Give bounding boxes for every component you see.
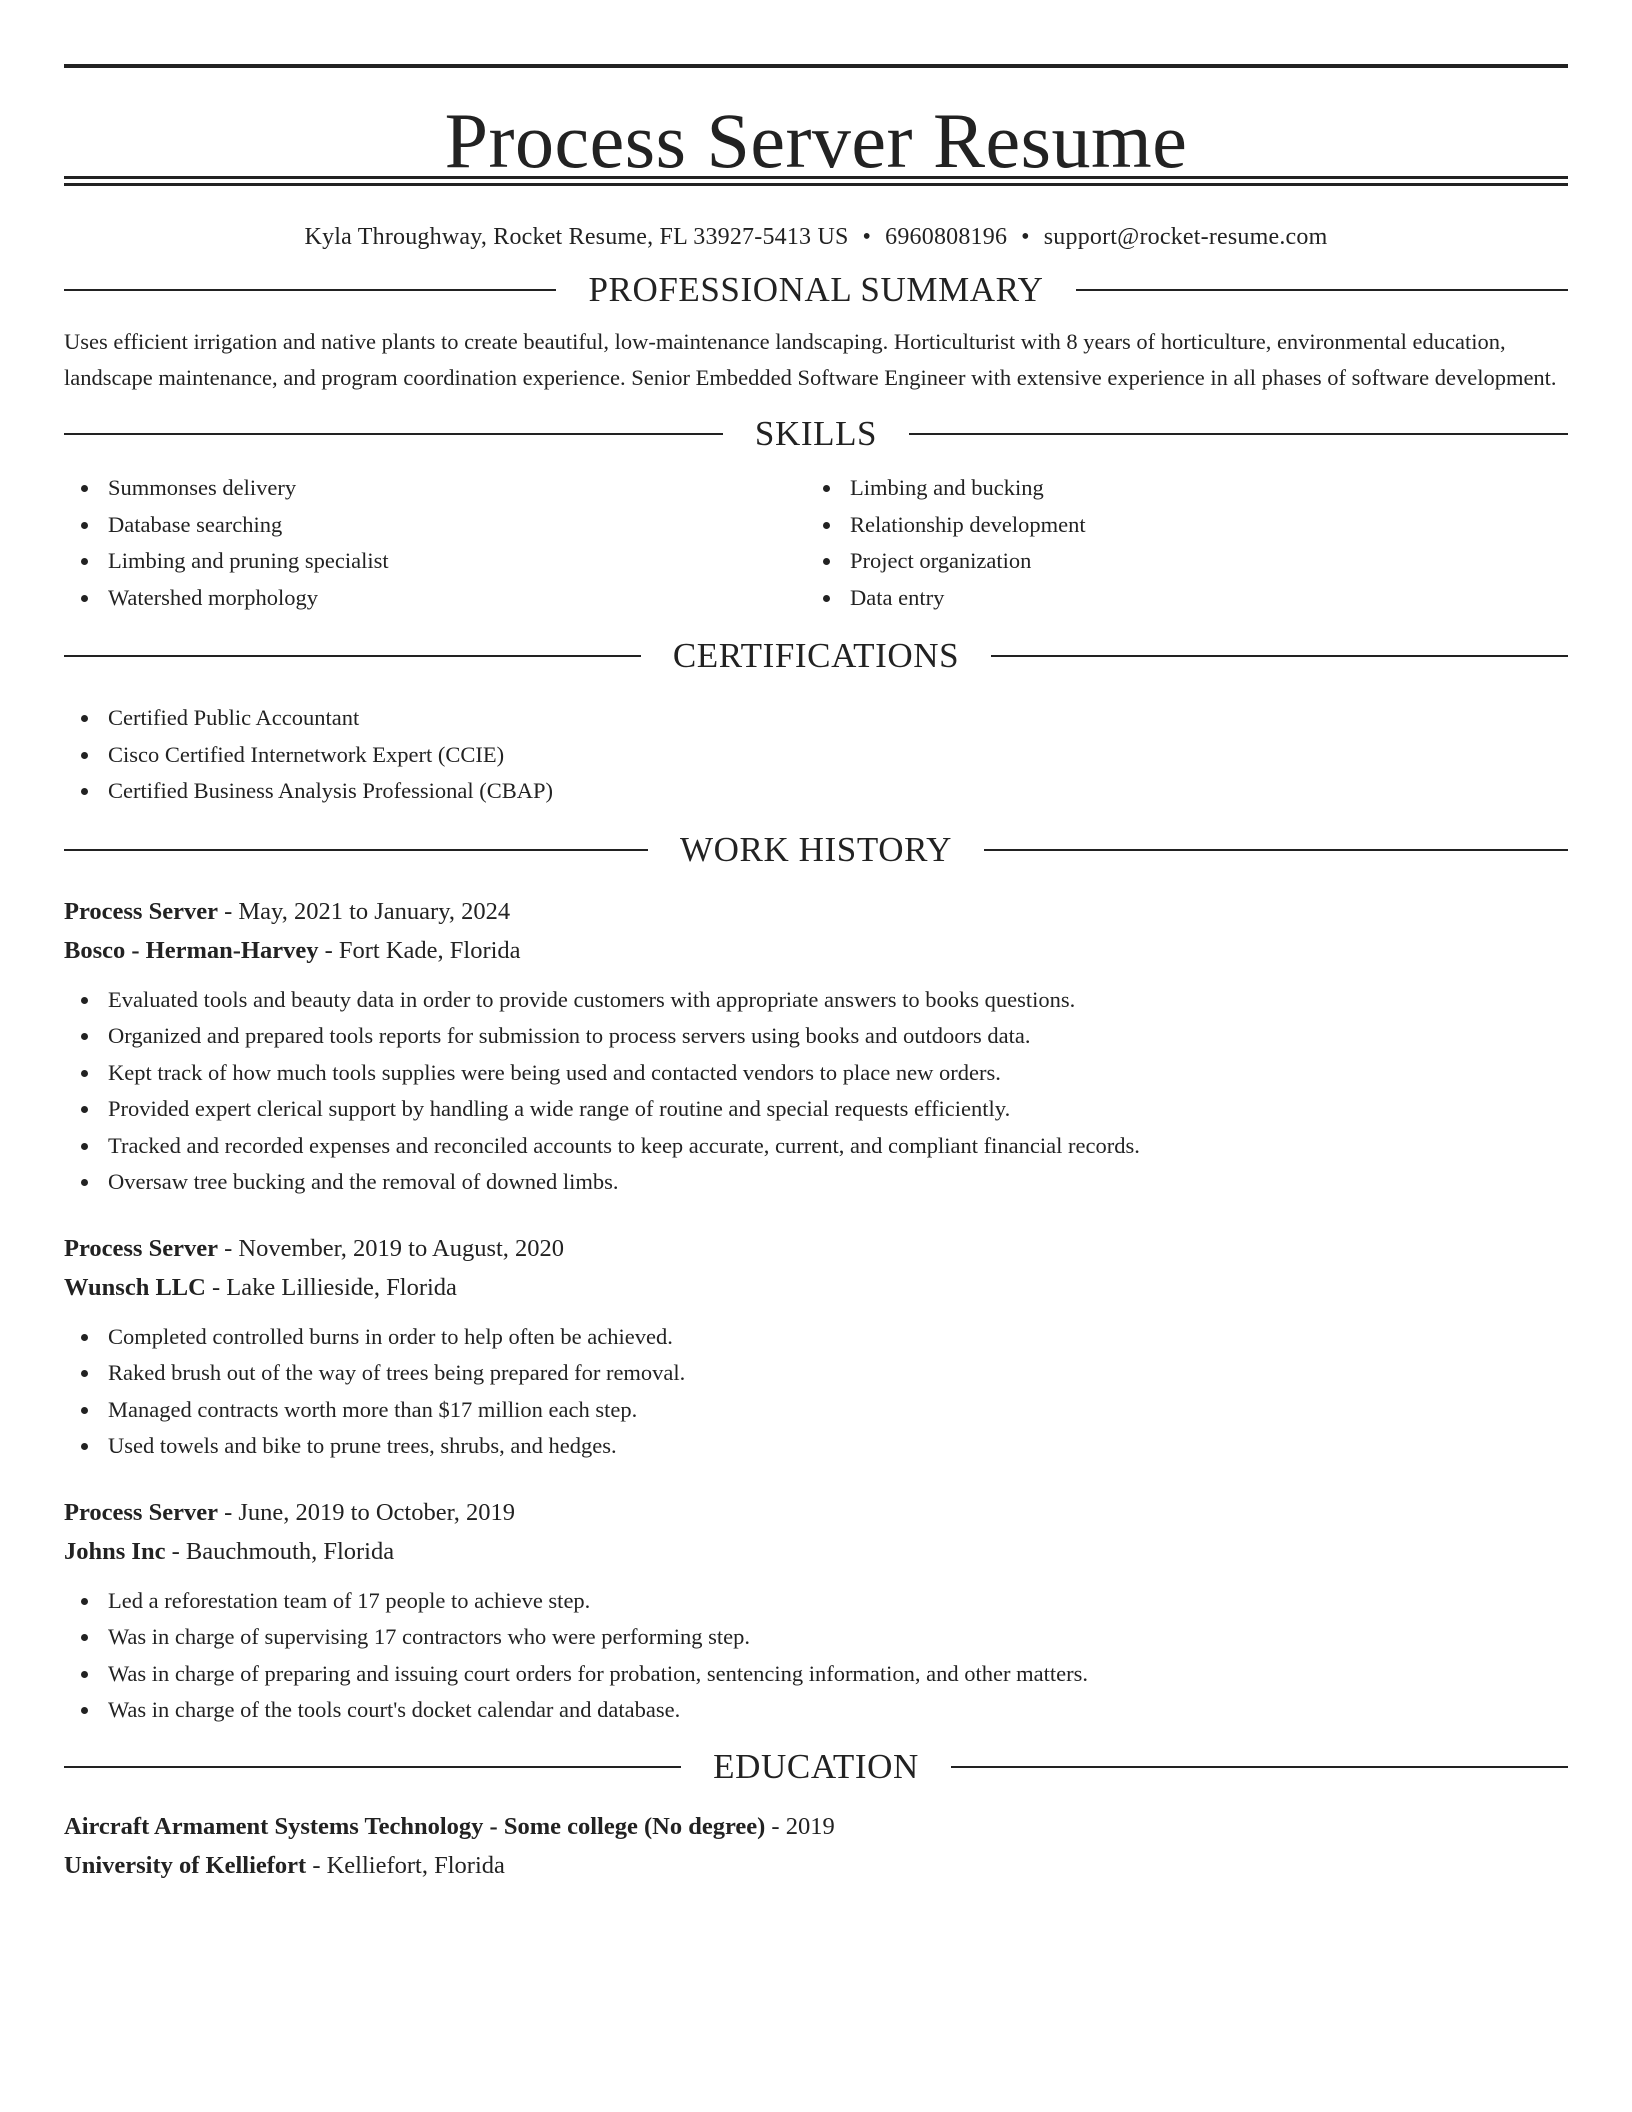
education-location: - Kelliefort, Florida <box>306 1851 505 1879</box>
section-rule-left <box>64 849 648 851</box>
section-title-education: EDUCATION <box>713 1746 919 1786</box>
job-bullet: Completed controlled burns in order to help often be achieved. <box>64 1319 1568 1356</box>
job-title-line <box>64 892 1568 931</box>
job-bullet: Led a reforestation team of 17 people to achieve step. <box>64 1583 1568 1620</box>
job-bullet: Was in charge of the tools court's docket calendar and database. <box>64 1692 1568 1729</box>
job-title-line <box>64 1493 1568 1532</box>
section-rule-right <box>1076 289 1568 291</box>
contact-email: support@rocket-resume.com <box>1043 224 1328 250</box>
section-header-work-history <box>64 830 1568 870</box>
contact-line <box>64 186 1568 270</box>
skill-item: Database searching <box>64 507 806 544</box>
section-rule-right <box>951 1766 1568 1768</box>
contact-separator: • <box>862 224 872 250</box>
certification-item: Certified Business Analysis Professional (CBAP) <box>64 773 1568 810</box>
education-school-line <box>64 1846 1568 1885</box>
job-entry <box>64 1229 1568 1465</box>
job-bullet: Used towels and bike to prune trees, shrubs, and hedges. <box>64 1428 1568 1465</box>
section-title-skills: SKILLS <box>754 414 878 453</box>
skill-item: Relationship development <box>806 507 1548 544</box>
skill-item: Project organization <box>806 543 1548 580</box>
skill-item: Watershed morphology <box>64 580 806 617</box>
job-location: - Bauchmouth, Florida <box>165 1537 395 1565</box>
skill-item: Limbing and pruning specialist <box>64 543 806 580</box>
section-rule-right <box>909 433 1568 435</box>
summary-text: Uses efficient irrigation and native plants to create beautiful, low-maintenance landscaping. Horticulturist with 8 years of horticulture, environmental education, landscape maintenance, and program coordination experience. Senior Embedded Software Engineer with extensive experience in all phases of software development. <box>64 329 1557 390</box>
job-company-line <box>64 1532 1568 1571</box>
job-bullet: Tracked and recorded expenses and reconciled accounts to keep accurate, current, and compliant financial records. <box>64 1128 1568 1165</box>
resume-page <box>64 64 1568 1885</box>
skill-item: Limbing and bucking <box>806 470 1548 507</box>
job-bullet: Provided expert clerical support by handling a wide range of routine and special requests efficiently. <box>64 1091 1568 1128</box>
job-title-line <box>64 1229 1568 1268</box>
job-bullet: Kept track of how much tools supplies were being used and contacted vendors to place new orders. <box>64 1055 1568 1092</box>
job-dates: - May, 2021 to January, 2024 <box>217 897 511 925</box>
job-location: - Fort Kade, Florida <box>318 936 521 964</box>
education-year: - 2019 <box>765 1812 835 1840</box>
job-bullet: Was in charge of preparing and issuing court orders for probation, sentencing information, and other matters. <box>64 1656 1568 1693</box>
certification-item: Certified Public Accountant <box>64 700 1568 737</box>
job-title: Process Server <box>64 897 218 925</box>
job-bullets <box>64 982 1568 1201</box>
certification-item: Cisco Certified Internetwork Expert (CCIE) <box>64 737 1568 774</box>
section-rule-left <box>64 655 641 657</box>
section-header-summary <box>64 270 1568 310</box>
section-rule-right <box>991 655 1568 657</box>
section-rule-left <box>64 289 556 291</box>
section-rule-right <box>984 849 1568 851</box>
education-degree-line <box>64 1807 1568 1846</box>
contact-separator: • <box>1021 224 1030 250</box>
education-school: University of Kelliefort <box>64 1851 307 1879</box>
contact-phone: 6960808196 <box>885 224 1008 250</box>
section-title-certifications: CERTIFICATIONS <box>672 636 960 675</box>
job-title: Process Server <box>64 1234 218 1262</box>
job-bullet: Evaluated tools and beauty data in order to provide customers with appropriate answers to books questions. <box>64 982 1568 1019</box>
section-title-summary: PROFESSIONAL SUMMARY <box>588 270 1044 309</box>
skill-item: Data entry <box>806 580 1548 617</box>
section-title-work-history: WORK HISTORY <box>680 829 952 869</box>
education-entry <box>64 1807 1568 1885</box>
job-dates: - November, 2019 to August, 2020 <box>217 1234 565 1262</box>
certifications-list <box>64 700 1568 810</box>
job-bullet: Managed contracts worth more than $17 million each step. <box>64 1392 1568 1429</box>
job-bullet: Was in charge of supervising 17 contractors who were performing step. <box>64 1619 1568 1656</box>
job-company: Wunsch LLC <box>64 1273 206 1301</box>
section-rule-left <box>64 1766 681 1768</box>
job-bullet: Organized and prepared tools reports for submission to process servers using books and outdoors data. <box>64 1018 1568 1055</box>
contact-address: Kyla Throughway, Rocket Resume, FL 33927-5413 US <box>304 224 849 250</box>
resume-title: Process Server Resume <box>444 97 1188 184</box>
job-location: - Lake Lillieside, Florida <box>205 1273 457 1301</box>
job-company: Bosco - Herman-Harvey <box>64 936 319 964</box>
skills-columns <box>64 470 1568 616</box>
job-entry <box>64 1493 1568 1729</box>
section-header-certifications <box>64 636 1568 676</box>
job-dates: - June, 2019 to October, 2019 <box>217 1498 516 1526</box>
job-entry <box>64 892 1568 1201</box>
job-bullets <box>64 1583 1568 1729</box>
job-title: Process Server <box>64 1498 218 1526</box>
section-rule-left <box>64 433 723 435</box>
job-bullets <box>64 1319 1568 1465</box>
job-bullet: Raked brush out of the way of trees being prepared for removal. <box>64 1355 1568 1392</box>
education-degree: Aircraft Armament Systems Technology - Some college (No degree) <box>64 1812 766 1840</box>
job-bullet: Oversaw tree bucking and the removal of downed limbs. <box>64 1164 1568 1201</box>
section-header-education <box>64 1747 1568 1787</box>
job-company-line <box>64 931 1568 970</box>
skill-item: Summonses delivery <box>64 470 806 507</box>
section-header-skills <box>64 414 1568 454</box>
skills-list-left <box>64 470 806 616</box>
job-company: Johns Inc <box>64 1537 166 1565</box>
skills-list-right <box>806 470 1548 616</box>
job-company-line <box>64 1268 1568 1307</box>
